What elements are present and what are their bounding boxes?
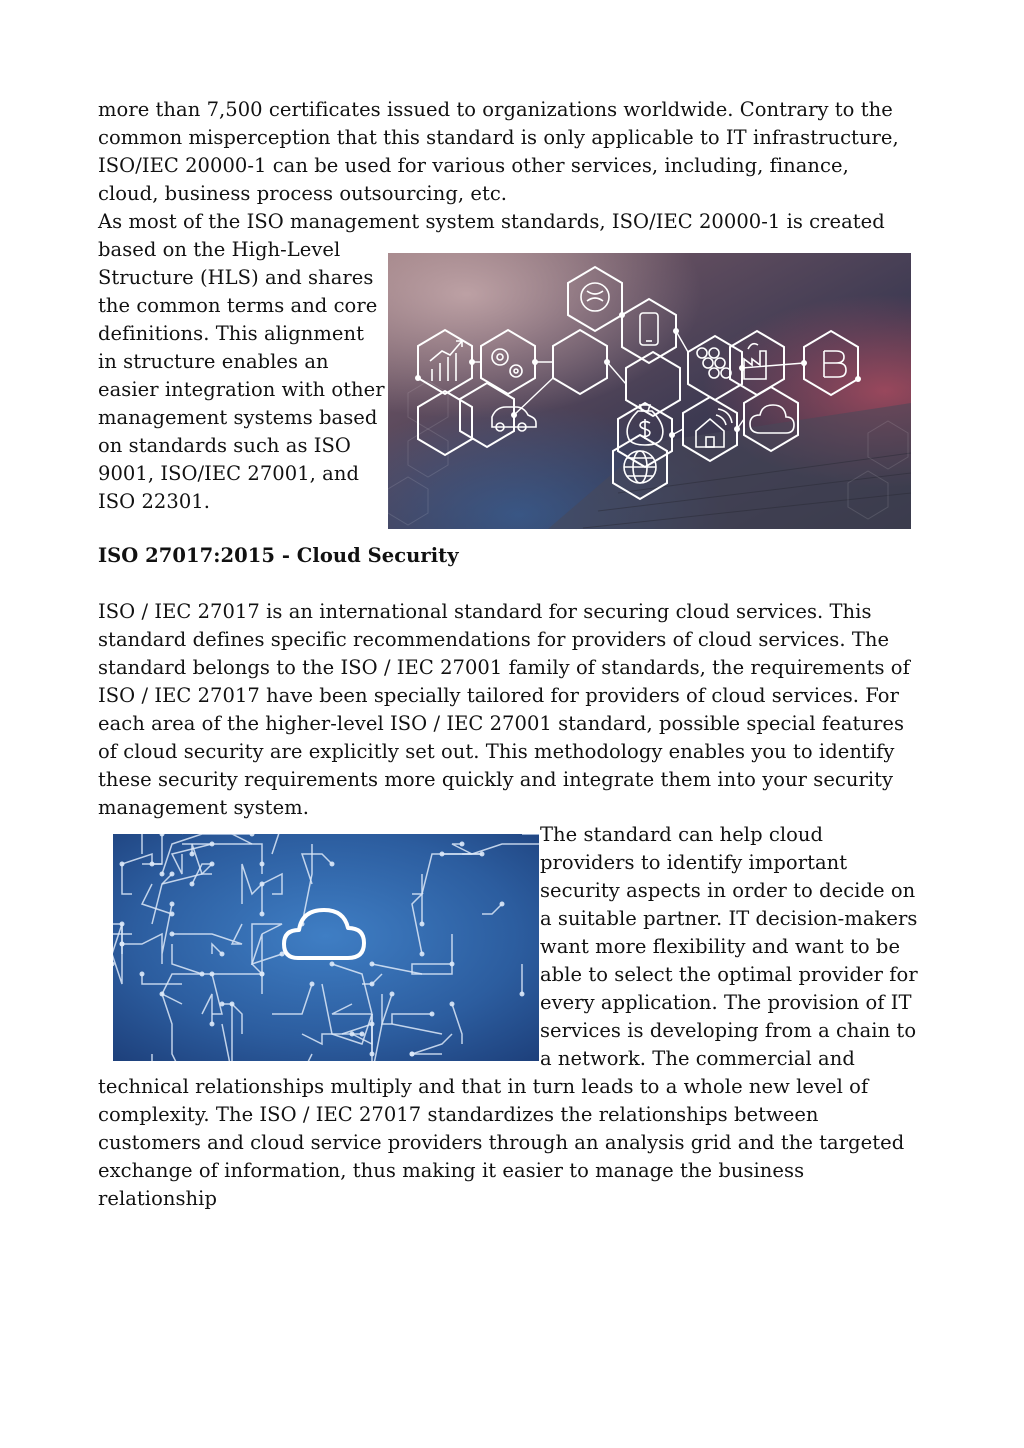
cloud-circuit-graphic <box>112 834 539 1061</box>
text-line: Structure (HLS) and shares <box>98 266 374 289</box>
circuit-node <box>160 992 165 997</box>
text-line: The standard can help cloud <box>540 823 824 846</box>
circuit-node <box>170 912 175 917</box>
circuit-node <box>200 972 205 977</box>
circuit-node <box>210 972 215 977</box>
circuit-node <box>370 1052 375 1057</box>
image-edge <box>112 834 113 1061</box>
circuit-node <box>440 852 445 857</box>
text-line: management systems based <box>98 406 378 429</box>
text-line: in structure enables an <box>98 350 329 373</box>
circuit-node <box>230 1002 235 1007</box>
text-line: the common terms and core <box>98 294 378 317</box>
text-line: standard defines specific recommendations for providers of cloud services. The <box>98 628 890 651</box>
text-line: providers to identify important <box>540 851 848 874</box>
text-line: based on the High-Level <box>98 238 341 261</box>
circuit-node <box>170 872 175 877</box>
text-line: relationship <box>98 1187 217 1210</box>
text-line: services is developing from a chain to <box>540 1019 917 1042</box>
circuit-node <box>160 872 165 877</box>
text-line: As most of the ISO management system standards, ISO/IEC 20000-1 is created <box>98 210 885 233</box>
circuit-node <box>520 992 525 997</box>
text-line: ISO 22301. <box>98 490 210 513</box>
circuit-node <box>450 962 455 967</box>
circuit-node <box>150 862 155 867</box>
text-line: management system. <box>98 796 309 819</box>
circuit-node <box>450 1002 455 1007</box>
circuit-node <box>140 972 145 977</box>
circuit-node <box>330 962 335 967</box>
circuit-node <box>390 992 395 997</box>
text-line: every application. The provision of IT <box>540 991 912 1014</box>
circuit-node <box>210 1022 215 1027</box>
text-line: more than 7,500 certificates issued to organizations worldwide. Contrary to the <box>98 98 893 121</box>
technology-hexagon-image <box>388 253 911 529</box>
text-line: common misperception that this standard is only applicable to IT infrastructure, <box>98 126 899 149</box>
text-line: easier integration with other <box>98 378 385 401</box>
text-line: cloud, business process outsourcing, etc. <box>98 182 508 205</box>
circuit-node <box>220 952 225 957</box>
circuit-node <box>350 1032 355 1037</box>
circuit-node <box>120 862 125 867</box>
text-line: of cloud security are explicitly set out. This methodology enables you to identify <box>98 740 895 763</box>
circuit-node <box>370 982 375 987</box>
circuit-node <box>410 1052 415 1057</box>
circuit-node <box>190 882 195 887</box>
circuit-node <box>210 842 215 847</box>
circuit-node <box>260 912 265 917</box>
text-line: ISO / IEC 27017 have been specially tailored for providers of cloud services. For <box>98 684 899 707</box>
text-line: a suitable partner. IT decision-makers <box>540 907 918 930</box>
circuit-node <box>310 982 315 987</box>
text-line: definitions. This alignment <box>98 322 364 345</box>
text-line: each area of the higher-level ISO / IEC 27001 standard, possible special features <box>98 712 905 735</box>
circuit-node <box>430 1012 435 1017</box>
circuit-node <box>190 852 195 857</box>
circuit-node <box>360 1032 365 1037</box>
text-line: technical relationships multiply and that in turn leads to a whole new level of <box>98 1075 869 1098</box>
circuit-node <box>500 902 505 907</box>
circuit-node <box>120 942 125 947</box>
circuit-node <box>170 932 175 937</box>
circuit-node <box>260 972 265 977</box>
cloud-circuit-image <box>112 834 539 1061</box>
circuit-node <box>480 852 485 857</box>
text-line: exchange of information, thus making it easier to manage the business <box>98 1159 805 1182</box>
text-line: customers and cloud service providers through an analysis grid and the targeted <box>98 1131 905 1154</box>
circuit-node <box>260 882 265 887</box>
circuit-node <box>370 1022 375 1027</box>
circuit-node <box>420 952 425 957</box>
text-line: a network. The commercial and <box>540 1047 855 1070</box>
circuit-node <box>120 922 125 927</box>
circuit-node <box>220 1002 225 1007</box>
text-line: complexity. The ISO / IEC 27017 standardizes the relationships between <box>98 1103 819 1126</box>
technology-hexagon-graphic <box>388 253 911 529</box>
text-line: standard belongs to the ISO / IEC 27001 family of standards, the requirements of <box>98 656 910 679</box>
circuit-node <box>420 922 425 927</box>
circuit-node <box>210 862 215 867</box>
section-heading: ISO 27017:2015 - Cloud Security <box>98 544 459 567</box>
text-line: able to select the optimal provider for <box>540 963 918 986</box>
circuit-node <box>330 862 335 867</box>
circuit-node <box>370 962 375 967</box>
text-line: on standards such as ISO <box>98 434 351 457</box>
text-line: want more flexibility and want to be <box>540 935 901 958</box>
text-line: ISO / IEC 27017 is an international standard for securing cloud services. This <box>98 600 872 623</box>
circuit-node <box>170 902 175 907</box>
text-line: security aspects in order to decide on <box>540 879 916 902</box>
text-line: these security requirements more quickly and integrate them into your security <box>98 768 894 791</box>
circuit-node <box>460 842 465 847</box>
text-line: ISO/IEC 20000-1 can be used for various other services, including, finance, <box>98 154 849 177</box>
circuit-node <box>260 862 265 867</box>
text-line: 9001, ISO/IEC 27001, and <box>98 462 359 485</box>
